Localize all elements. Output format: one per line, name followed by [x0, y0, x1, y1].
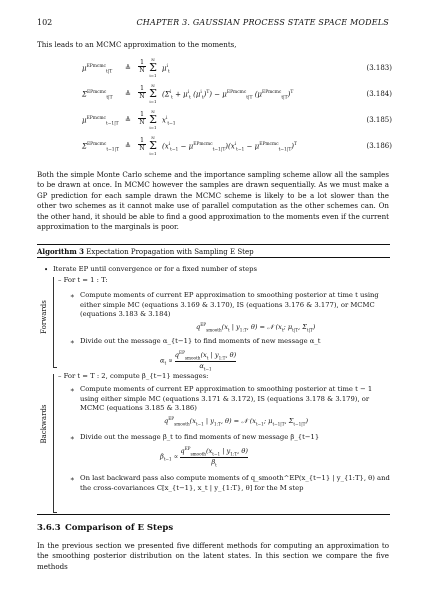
equation-frac: $\frac{1}{N}$ — [139, 85, 145, 100]
bullet-star: ∗ — [70, 434, 75, 442]
body-paragraph: Both the simple Monte Carlo scheme and the importance sampling scheme allow all the samples to be drawn at once. In MCMC however the samples are drawn sequentially. As we must make a GP prediction for each sample drawn the MCMC scheme is likely to be a lot slower than the other two schemes as it cannot make use of parallel computation as the other schemes can. On the other hand, it should be able to find a good approximation to the moments even if the current approximation to the marginals is poor. — [37, 170, 389, 232]
sum-symbol: N Σ i=1 — [149, 135, 157, 156]
equation-def: ≜ — [125, 64, 131, 72]
backward-step-3: On last backward pass also compute moments of q_smooth^EP(x_{t−1} | y_{1:T}, θ) and the cross-covariances C[x_{t−1}, x_t | y_{1:T}, θ] for the M step — [80, 474, 390, 492]
equation-label: (3.184) — [366, 90, 392, 98]
closing-text: In the previous section we presented five different methods for computing an approximation to the smoothing posterior distribution on the latent states. In this section we compare the five methods — [37, 541, 389, 571]
backward-equation-1: $q^{EP}_{smooth}(x_{t-1}$ | $y_{1:T}$, θ) = 𝒩 ($x_{t-1}$; $\mu_{t-1|T}$, $\Sigma_{t-1|T}$) — [164, 416, 309, 427]
sum-symbol: N Σ i=1 — [149, 57, 157, 78]
forward-step-2: Divide out the message α_{t−1} to find moments of new message α_t — [80, 337, 321, 345]
algorithm-label: Algorithm 3 — [37, 247, 85, 256]
chapter-title: CHAPTER 3. GAUSSIAN PROCESS STATE SPACE MODELS — [136, 18, 389, 27]
section-heading — [37, 523, 173, 533]
equation-def: ≜ — [125, 90, 131, 98]
equation-lhs: $\mu^{EPmcmc}_{t|T}$ — [82, 64, 113, 75]
equation-frac: $\frac{1}{N}$ — [139, 59, 145, 74]
equation-3-184 — [82, 84, 392, 106]
intro-text: This leads to an MCMC approximation to the moments, — [37, 40, 237, 49]
forward-loop: – For t = 1 : T: — [58, 276, 108, 284]
algorithm-top-rule — [37, 244, 390, 245]
algorithm-iterate: Iterate EP until convergence or for a fixed number of steps — [53, 265, 257, 273]
equation-lhs: $\mu^{EPmcmc}_{t-1|T}$ — [82, 116, 119, 127]
forward-equation-1: $q^{EP}_{smooth}(x_t$ | $y_{1:T}$, θ) = 𝒩 ($x_t$; $\mu_{t|T}$, $\Sigma_{t|T}$) — [196, 322, 316, 333]
backward-equation-2: $\beta_{t-1}$ ∝ $q^{EP}_{smooth}(x_{t-1}$ | $y_{1:T}$, θ) $\beta_t$ — [160, 446, 248, 467]
algorithm-bottom-rule — [37, 514, 390, 515]
forward-bracket — [53, 277, 54, 367]
equation-rhs: ($\Sigma^i_t + \mu^i_t$ $(\mu^i_t)^T) - \mu^{EPmcmc}_{t|T}$ $(\mu^{EPmcmc}_{t|T})^T$ — [162, 90, 294, 101]
equation-rhs: $(x^i_{t-1} - \mu^{EPmcmc}_{t-1|T})(x^i_{t-1} - \mu^{EPmcmc}_{t-1|T})^T$ — [162, 142, 297, 153]
equation-label: (3.185) — [366, 116, 392, 124]
equation-label: (3.186) — [366, 142, 392, 150]
equation-3-183 — [82, 58, 392, 80]
forwards-label: Forwards — [40, 300, 48, 334]
equation-label: (3.183) — [366, 64, 392, 72]
running-header — [37, 18, 389, 30]
section-number: 3.6.3 — [37, 523, 61, 533]
equation-def: ≜ — [125, 116, 131, 124]
algorithm-name: Expectation Propagation with Sampling E Step — [86, 248, 254, 256]
algorithm-title — [37, 247, 254, 256]
backward-step-1: Compute moments of current EP approximation to smoothing posterior at time t − 1 using either simple MC (equations 3.171 & 3.172), IS (equations 3.178 & 3.179), or MCMC (equations 3.185 & 3.186) — [80, 385, 373, 413]
backward-bracket — [53, 374, 54, 512]
forward-step-1: Compute moments of current EP approximation to smoothing posterior at time t using either simple MC (equations 3.169 & 3.170), IS (equations 3.176 & 3.177), or MCMC (equations 3.183 & 3.184) — [80, 291, 379, 319]
equation-rhs: $\mu^i_t$ — [162, 64, 170, 75]
forward-equation-2: $\alpha_t$ ∝ $q^{EP}_{smooth}(x_t$ | $y_{1:T}$, θ) $\alpha_{t-1}$ — [160, 350, 237, 371]
backwards-label: Backwards — [40, 404, 48, 444]
backward-bracket-foot — [53, 512, 57, 513]
backward-loop: – For t = T : 2, compute β_{t−1} messages: — [58, 372, 209, 380]
algorithm-header-rule — [37, 257, 390, 258]
equation-3-186 — [82, 136, 392, 158]
equation-3-185 — [82, 110, 392, 132]
sum-symbol: N Σ i=1 — [149, 109, 157, 130]
page-number: 102 — [37, 18, 53, 27]
bullet-dot: • — [44, 266, 49, 274]
bullet-star: ∗ — [70, 338, 75, 346]
equation-frac: $\frac{1}{N}$ — [139, 111, 145, 126]
backward-step-2: Divide out the message β_t to find moments of new message β_{t−1} — [80, 433, 320, 441]
bullet-star: ∗ — [70, 292, 75, 300]
sum-symbol: N Σ i=1 — [149, 83, 157, 104]
bullet-star: ∗ — [70, 475, 75, 483]
equation-lhs: $\Sigma^{EPmcmc}_{t-1|T}$ — [82, 142, 120, 153]
equation-frac: $\frac{1}{N}$ — [139, 137, 145, 152]
equation-rhs: $x^i_{t-1}$ — [162, 116, 176, 127]
forward-bracket-foot — [53, 367, 57, 368]
equation-def: ≜ — [125, 142, 131, 150]
equation-lhs: $\Sigma^{EPmcmc}_{t|T}$ — [82, 90, 113, 101]
section-title: Comparison of E Steps — [65, 523, 174, 533]
bullet-star: ∗ — [70, 386, 75, 394]
